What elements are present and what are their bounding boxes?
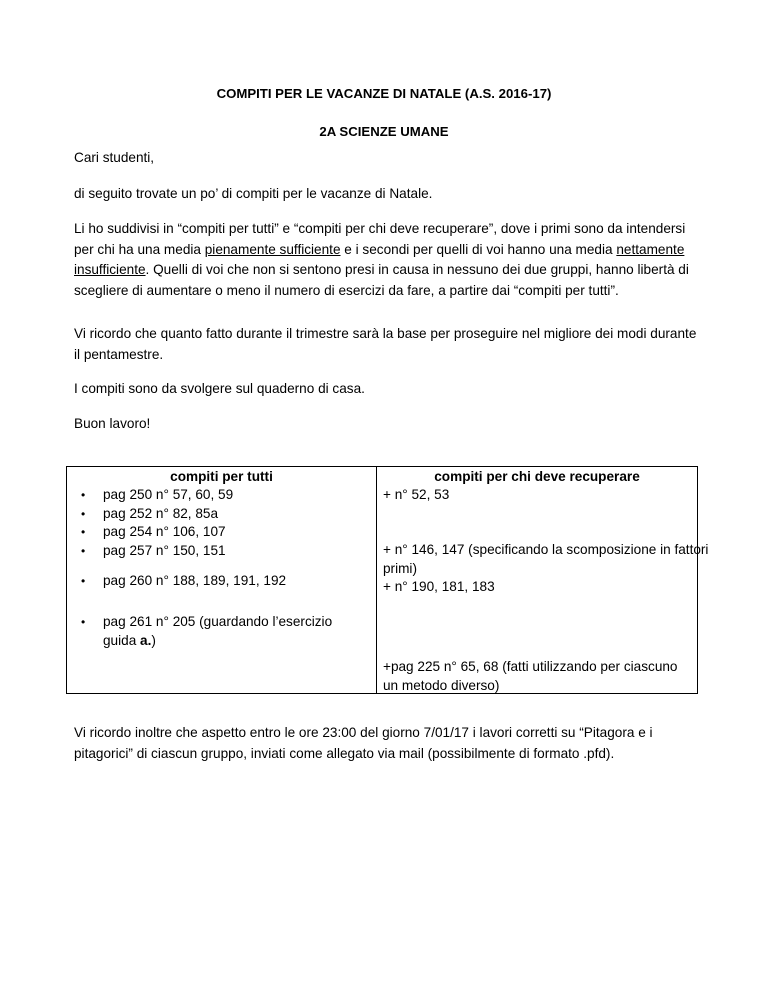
document-title: COMPITI PER LE VACANZE DI NATALE (A.S. 2016-17) — [216, 86, 552, 101]
list-item-text: pag 261 n° 205 (guardando l’esercizio guida — [103, 614, 333, 648]
underlined-insufficient: nettamente insufficiente — [74, 241, 685, 277]
column-header-recovery: compiti per chi deve recuperare — [434, 469, 640, 484]
homework-table — [66, 466, 709, 694]
column-all-students — [67, 467, 377, 694]
greeting: Cari studenti, — [74, 150, 155, 165]
list-item: • pag 257 n° 150, 151 — [103, 542, 375, 561]
paragraph-trimester: Vi ricordo che quanto fatto durante il trimestre sarà la base per proseguire nel migliore dei modi durante il pentamestre. — [74, 326, 697, 362]
list-item: • pag 254 n° 106, 107 — [103, 523, 375, 542]
list-item-text-end: ) — [151, 632, 156, 648]
recovery-item: + n° 52, 53 — [383, 487, 450, 502]
column-header-all: compiti per tutti — [170, 469, 273, 484]
footer-note: Vi ricordo inoltre che aspetto entro le ore 23:00 del giorno 7/01/17 i lavori corretti su “Pitagora e i pitagorici” di ciascun gruppo, inviati come allegato via mail (possibilmente di formato .pfd). — [74, 725, 653, 761]
intro-text: di seguito trovate un po’ di compiti per le vacanze di Natale. — [74, 186, 433, 201]
closing-text: Buon lavoro! — [74, 416, 151, 431]
list-item: • pag 252 n° 82, 85a — [103, 505, 375, 524]
paragraph-notebook: I compiti sono da svolgere sul quaderno di casa. — [74, 381, 365, 396]
column-recovery — [377, 467, 709, 694]
recovery-item: +pag 225 n° 65, 68 (fatti utilizzando per ciascuno un metodo diverso) — [383, 659, 678, 693]
list-item: • pag 250 n° 57, 60, 59 — [103, 486, 375, 505]
list-item — [103, 613, 363, 650]
paragraph-groups-text-1: Li ho suddivisi in “compiti per tutti” e “compiti per chi deve recuperare”, dove i primi sono da intendersi per chi ha una media — [74, 221, 686, 257]
list-item: • pag 260 n° 188, 189, 191, 192 — [103, 572, 375, 591]
paragraph-groups — [74, 219, 699, 301]
underlined-sufficient: pienamente sufficiente — [204, 241, 341, 257]
recovery-item: + n° 190, 181, 183 — [383, 579, 495, 594]
list-item-bold: a. — [140, 632, 152, 648]
paragraph-groups-text-3: . Quelli di voi che non si sentono presi in causa in nessuno dei due gruppi, hanno libertà di scegliere di aumentare o meno il numero di esercizi da fare, a partire dai “compiti per tutti”. — [74, 262, 689, 298]
class-name: 2A SCIENZE UMANE — [319, 124, 449, 139]
paragraph-groups-text-2: e i secondi per quelli di voi hanno una media — [340, 241, 617, 257]
recovery-item: + n° 146, 147 (specificando la scomposizione in fattori primi) — [383, 542, 709, 576]
